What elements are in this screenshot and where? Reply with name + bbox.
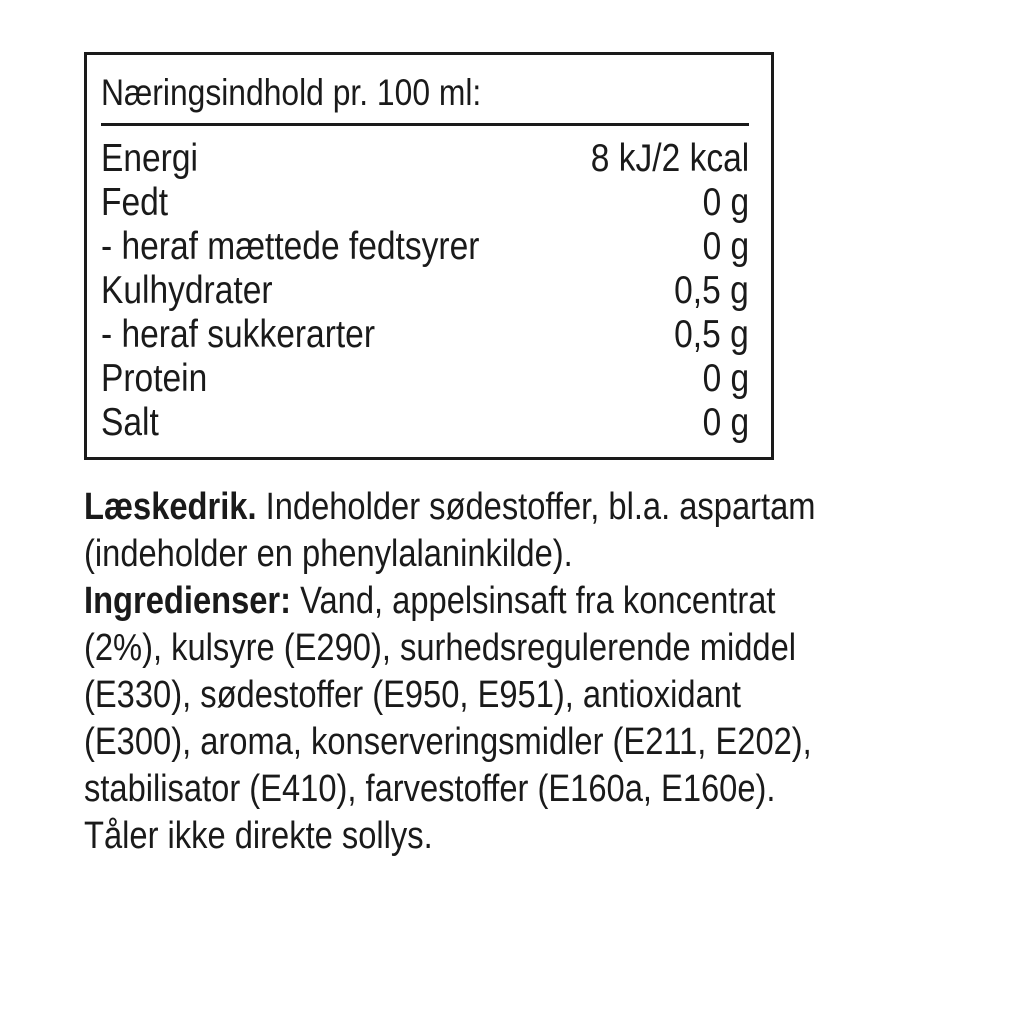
description-line [84,484,953,531]
ingredients-text: Vand, appelsinsaft fra koncentrat [291,580,776,622]
ingredients-line: (E300), aroma, konserveringsmidler (E211, E202), [84,721,812,763]
nutrition-row-saturated-fat [101,225,749,269]
row-label: Kulhydrater [101,269,273,312]
description-line: (indeholder en phenylalaninkilde). [84,533,573,575]
product-text: Indeholder sødestoffer, bl.a. aspartam [256,486,816,528]
row-value: 0,5 g [674,269,749,312]
row-label: Energi [101,137,198,180]
storage-note: Tåler ikke direkte sollys. [84,815,433,857]
nutrition-rows [101,137,749,445]
row-value: 0 g [702,225,749,268]
nutrition-row-energy [101,137,749,181]
ingredients-line: (2%), kulsyre (E290), surhedsregulerende middel [84,627,797,669]
row-value: 8 kJ/2 kcal [590,137,749,180]
nutrition-row-sugars [101,313,749,357]
row-value: 0 g [702,357,749,400]
nutrition-header: Næringsindhold pr. 100 ml: [101,72,482,113]
row-label: Protein [101,357,208,400]
nutrition-row-protein [101,357,749,401]
nutrition-row-salt [101,401,749,445]
ingredients-line: (E330), sødestoffer (E950, E951), antioxidant [84,674,741,716]
row-label: Salt [101,401,159,444]
product-type-label: Læskedrik. [84,486,257,528]
ingredients-line [84,578,953,625]
row-value: 0 g [702,181,749,224]
product-description [84,484,953,860]
row-label: Fedt [101,181,169,224]
row-label: - heraf mættede fedtsyrer [101,225,480,268]
header-divider [101,123,749,126]
nutrition-row-carbohydrates [101,269,749,313]
row-label: - heraf sukkerarter [101,313,376,356]
ingredients-line: stabilisator (E410), farvestoffer (E160a, E160e). [84,768,776,810]
row-value: 0 g [702,401,749,444]
row-value: 0,5 g [674,313,749,356]
nutrition-row-fat [101,181,749,225]
ingredients-label: Ingredienser: [84,580,292,622]
nutrition-table [84,52,774,460]
